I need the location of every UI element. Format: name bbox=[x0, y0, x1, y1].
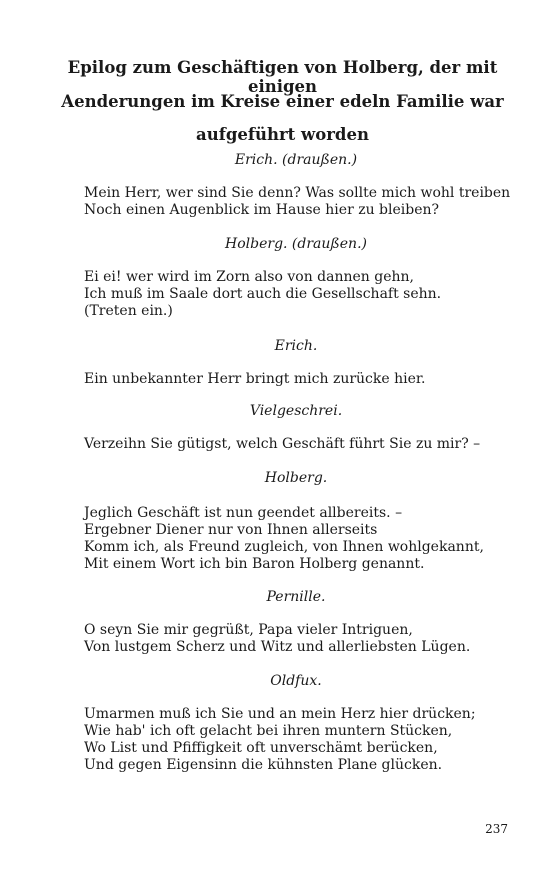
verse-line: Wie hab' ich oft gelacht bei ihren muntern Stücken, bbox=[84, 723, 453, 739]
title-line-1: Epilog zum Geschäftigen von Holberg, der mit einigen bbox=[67, 58, 498, 96]
verse-line: Mein Herr, wer sind Sie denn? Was sollte mich wohl treiben bbox=[84, 185, 511, 201]
verse-block bbox=[84, 269, 508, 320]
verse-line: Jeglich Geschäft ist nun geendet allbereits. – bbox=[84, 505, 403, 521]
verse-block bbox=[84, 622, 508, 656]
verse-line: Ein unbekannter Herr bringt mich zurücke hier. bbox=[84, 371, 426, 387]
verse-block bbox=[84, 436, 508, 453]
verse-line: Ich muß im Saale dort auch die Gesellschaft sehn. bbox=[84, 286, 442, 302]
speaker-name: Erich. (draußen.) bbox=[234, 152, 358, 168]
verse-line: Ei ei! wer wird im Zorn also von dannen gehn, bbox=[84, 269, 414, 285]
verse-line: Von lustgem Scherz und Witz und allerliebsten Lügen. bbox=[84, 639, 471, 655]
verse-line: Wo List und Pfiffigkeit oft unverschämt berücken, bbox=[84, 740, 438, 756]
speaker-name: Oldfux. bbox=[270, 673, 322, 689]
verse-line: O seyn Sie mir gegrüßt, Papa vieler Intriguen, bbox=[84, 622, 413, 638]
verse-line: Komm ich, als Freund zugleich, von Ihnen wohlgekannt, bbox=[84, 539, 484, 555]
title-line-2: Aenderungen im Kreise einer edeln Familie war bbox=[61, 92, 504, 111]
verse-line: Verzeihn Sie gütigst, welch Geschäft führt Sie zu mir? – bbox=[84, 436, 481, 452]
verse-block bbox=[84, 371, 508, 388]
speaker-name: Pernille. bbox=[266, 589, 326, 605]
verse-line: Umarmen muß ich Sie und an mein Herz hier drücken; bbox=[84, 706, 476, 722]
page-number: 237 bbox=[485, 822, 508, 836]
title-line-3: aufgeführt worden bbox=[196, 125, 369, 144]
speaker-name: Erich. bbox=[274, 338, 318, 354]
verse-line: Und gegen Eigensinn die kühnsten Plane glücken. bbox=[84, 757, 443, 773]
stage-direction: (Treten ein.) bbox=[84, 303, 173, 319]
verse-line: Mit einem Wort ich bin Baron Holberg genannt. bbox=[84, 556, 425, 572]
speaker-name: Holberg. (draußen.) bbox=[225, 236, 367, 252]
speaker-name: Vielgeschrei. bbox=[249, 403, 343, 419]
verse-block bbox=[84, 505, 508, 573]
verse-line: Noch einen Augenblick im Hause hier zu bleiben? bbox=[84, 202, 440, 218]
verse-block bbox=[84, 185, 511, 219]
speaker-name: Holberg. bbox=[264, 470, 328, 486]
verse-line: Ergebner Diener nur von Ihnen allerseits bbox=[84, 522, 378, 538]
verse-block bbox=[84, 706, 508, 774]
